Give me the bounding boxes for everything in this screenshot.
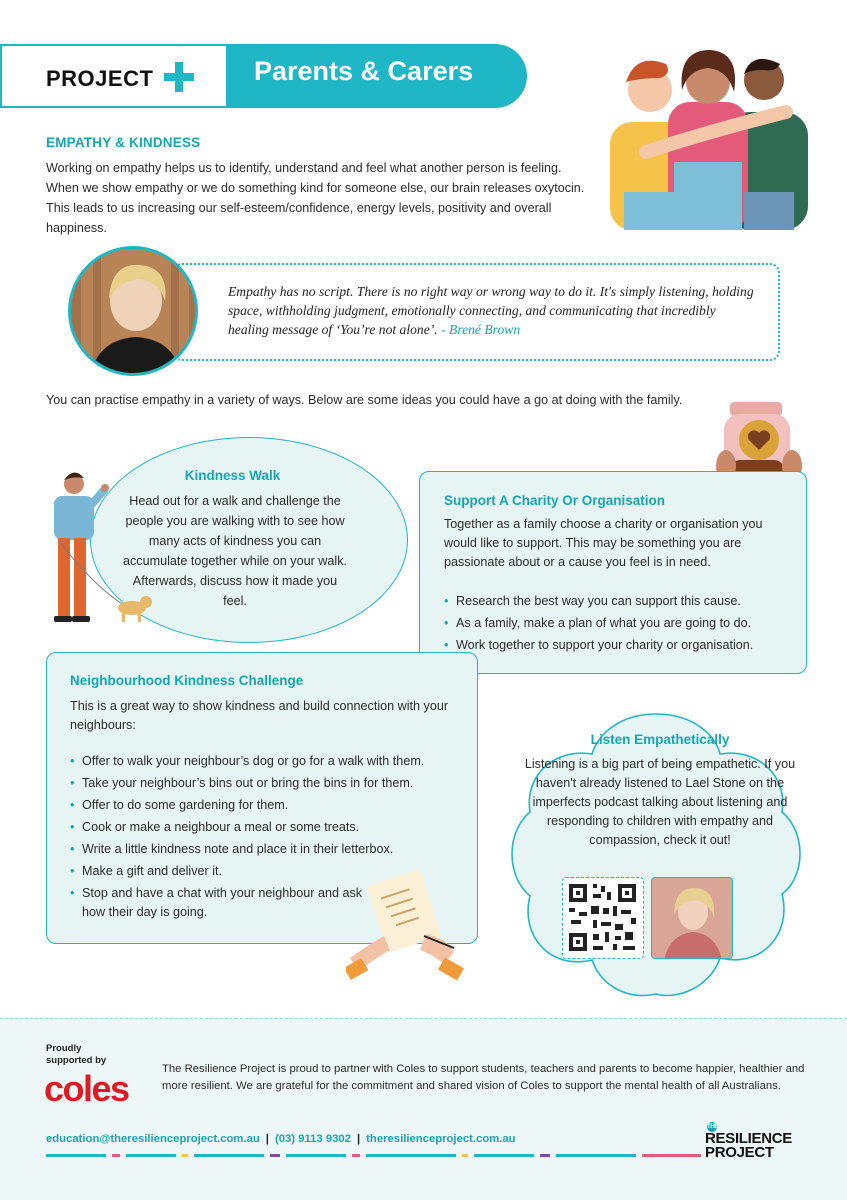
kindness-walk-text: Head out for a walk and challenge the people you are walking with to see how many acts of kindness you can accumulate together while on your walk. Afterwards, discuss how it made you feel. (122, 494, 347, 608)
phone-number[interactable]: (03) 9113 9302 (274, 1133, 351, 1145)
neighbourhood-text: This is a great way to show kindness and build connection with your neighbours: (70, 699, 449, 732)
rp-logo-line1: RESILIENCE (705, 1130, 793, 1147)
qr-code-icon (563, 878, 642, 957)
list-item: • Offer to walk your neighbour’s dog or go for a walk with them. (70, 750, 470, 772)
writing-note-illustration (346, 866, 464, 984)
list-item: • As a family, make a plan of what you are going to do. (444, 612, 799, 634)
page-title: Parents & Carers (254, 56, 474, 86)
plus-icon (164, 62, 194, 92)
brene-brown-photo (68, 246, 198, 376)
partner-text: The Resilience Project is proud to partner with Coles to support students, teachers and parents to become happier, healthier and more resilient. We are grateful for the commitment and shared vision of Coles to support the mental health of all Australians. (162, 1063, 805, 1092)
separator: | (356, 1133, 361, 1145)
resilience-project-logo (705, 1117, 815, 1160)
neighbourhood-title: Neighbourhood Kindness Challenge (70, 673, 304, 688)
separator: | (265, 1133, 269, 1145)
logo-text: PROJECT (46, 66, 154, 91)
list-item: • Research the best way you can support this cause. (444, 590, 799, 612)
proudly-supported-label: Proudly supported by (46, 1043, 107, 1066)
quote-author: - Brené Brown (437, 322, 521, 337)
charity-list (444, 590, 799, 656)
contact-line (46, 1133, 516, 1145)
list-item: • Write a little kindness note and place it in their letterbox. (70, 838, 470, 860)
website-link[interactable]: theresilienceproject.com.au (366, 1133, 516, 1145)
qr-code[interactable] (562, 877, 644, 959)
intro-paragraph: Working on empathy helps us to identify, understand and feel what another person is feeling. When we show empathy or we do something kind for someone else, our brain releases oxytocin. This leads to us increasing our self-esteem/confidence, energy levels, positivity and overall happiness. (46, 161, 585, 235)
coles-logo: coles (44, 1068, 129, 1109)
kindness-walk-title: Kindness Walk (184, 468, 281, 483)
charity-title: Support A Charity Or Organisation (444, 493, 666, 508)
lael-stone-photo (651, 877, 733, 959)
list-item: • Work together to support your charity or organisation. (444, 634, 799, 656)
list-item: • Make a gift and deliver it. (70, 860, 470, 882)
friends-hugging-illustration (606, 42, 812, 230)
list-item: • Offer to do some gardening for them. (70, 794, 470, 816)
quote (228, 282, 758, 339)
colored-dash-divider (46, 1154, 701, 1158)
list-item: • Take your neighbour’s bins out or bring the bins in for them. (70, 772, 470, 794)
ideas-intro: You can practise empathy in a variety of ways. Below are some ideas you could have a go at doing with the family. (46, 393, 683, 407)
list-item: • Stop and have a chat with your neighbour and ask how their day is going. (70, 884, 370, 922)
portrait-icon (652, 878, 733, 959)
list-item: • Cook or make a neighbour a meal or some treats. (70, 816, 470, 838)
charity-text: Together as a family choose a charity or organisation you would like to support. This may be something you are passionate about or a cause you feel is in need. (444, 517, 763, 569)
listen-title: Listen Empathetically (590, 732, 730, 747)
portrait-icon (71, 249, 198, 376)
quote-text: Empathy has no script. There is no right way or wrong way to do it. It's simply listening, holding space, withholding judgment, emotionally connecting, and communicating that incredibly healing message of ‘You’re not alone’. (228, 284, 754, 337)
section-title: EMPATHY & KINDNESS (46, 135, 201, 150)
rp-logo-line2: PROJECT (705, 1144, 774, 1161)
project-plus-logo (46, 62, 194, 92)
listen-text: Listening is a big part of being empathetic. If you haven't already listened to Lael Stone on the imperfects podcast talking about listening and responding to children with empathy and compassion, check it out! (524, 757, 796, 847)
rp-logo-the: THE (707, 1124, 719, 1130)
email-link[interactable]: education@theresilienceproject.com.au (46, 1133, 260, 1145)
person-walking-dog-illustration (40, 470, 156, 630)
